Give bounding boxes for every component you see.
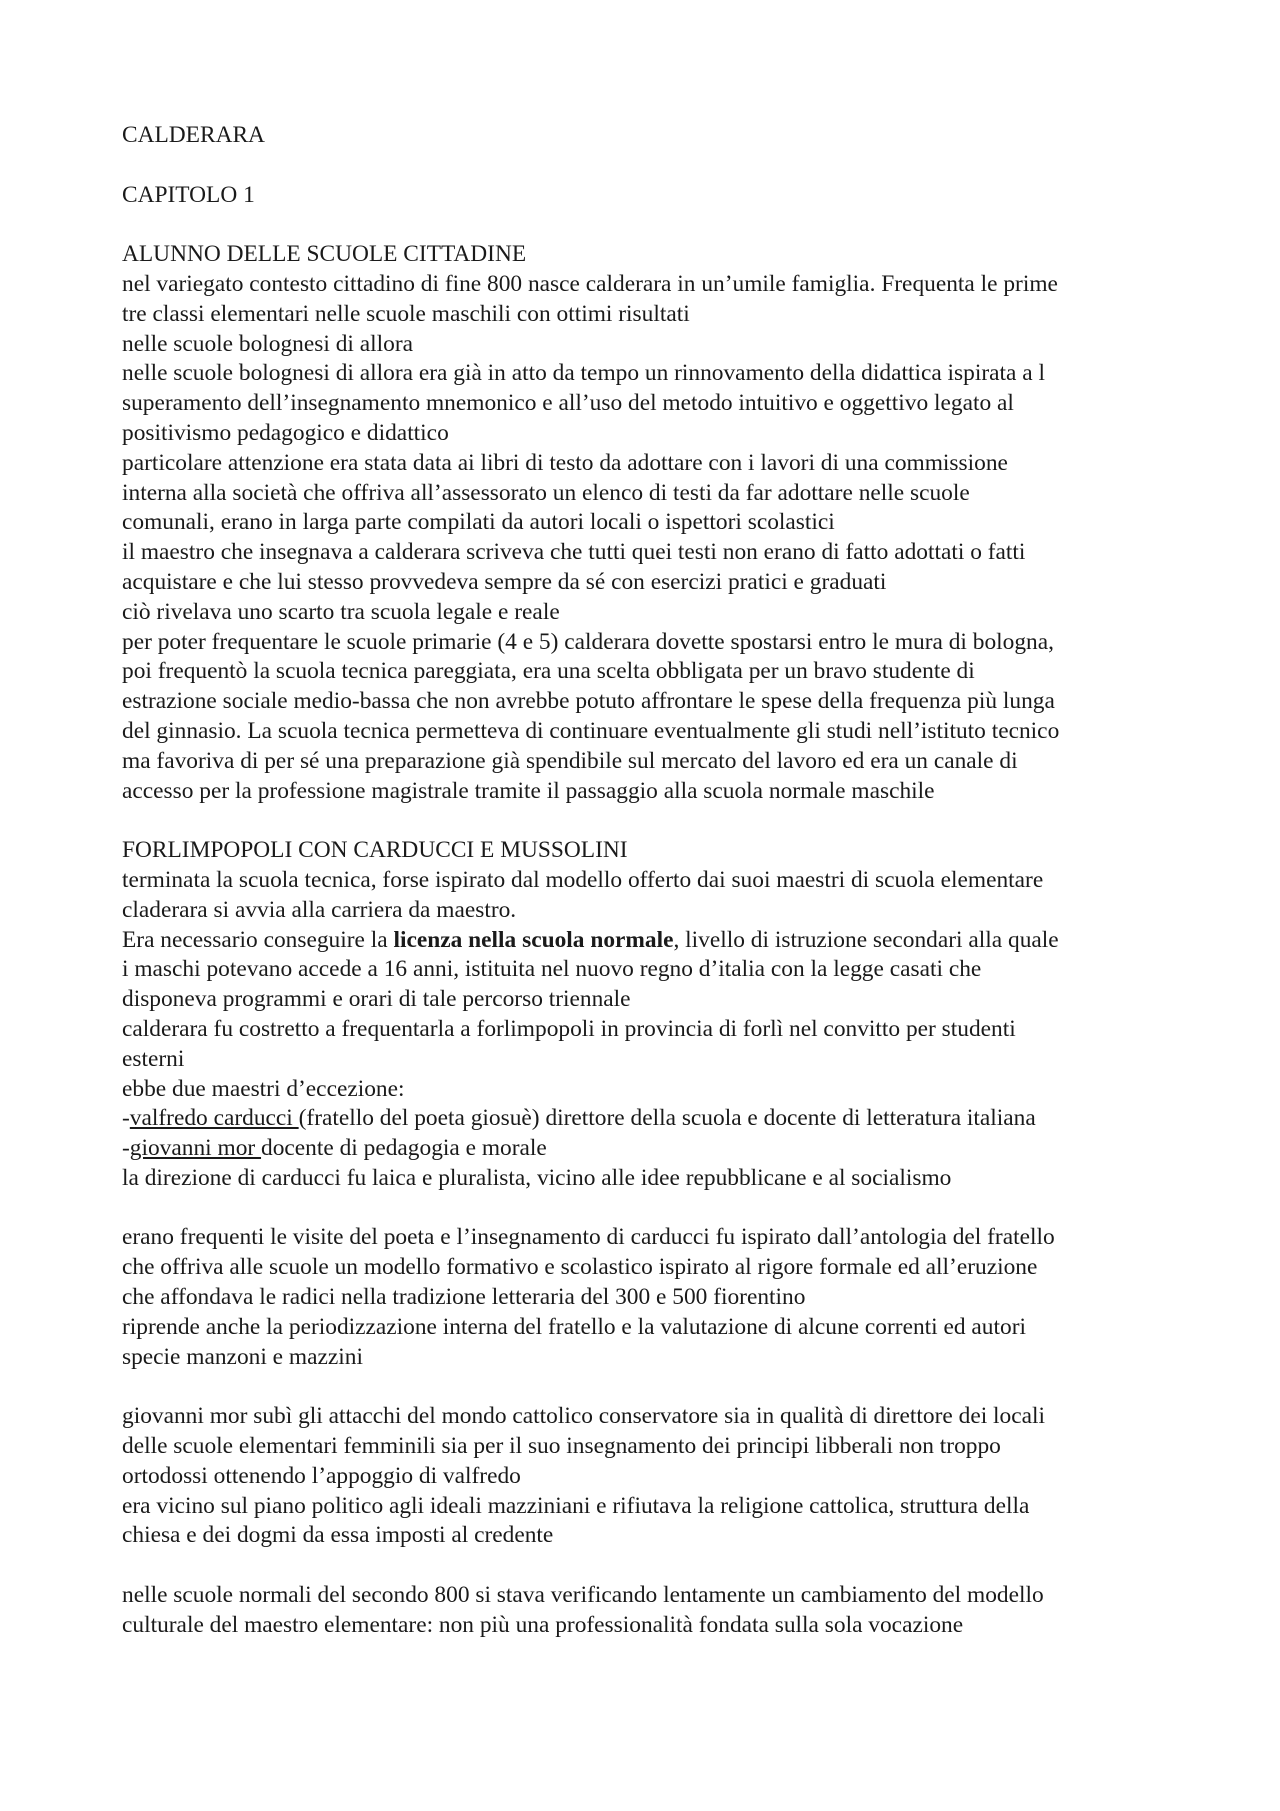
- text-line: claderara si avvia alla carriera da maestro.: [122, 896, 517, 923]
- text-line: nel variegato contesto cittadino di fine 800 nasce calderara in un’umile famiglia. Frequenta le prime: [122, 270, 1058, 297]
- teacher-item: [122, 1134, 1182, 1164]
- text-line: nelle scuole bolognesi di allora era già in atto da tempo un rinnovamento della didattica ispirata a l: [122, 360, 1045, 387]
- text-line: che offriva alle scuole un modello formativo e scolastico ispirato al rigore formale ed all’eruzione: [122, 1254, 1038, 1281]
- spacer: [122, 151, 1182, 181]
- text-line: per poter frequentare le scuole primarie (4 e 5) calderara dovette spostarsi entro le mura di bologna,: [122, 628, 1054, 655]
- text-line: del ginnasio. La scuola tecnica permetteva di continuare eventualmente gli studi nell’istituto tecnico: [122, 717, 1060, 744]
- text-line: nelle scuole bolognesi di allora: [122, 330, 414, 357]
- list-dash: -: [122, 1105, 130, 1132]
- text-line: terminata la scuola tecnica, forse ispirato dal modello offerto dai suoi maestri di scuola elementare: [122, 866, 1044, 893]
- text-line: riprende anche la periodizzazione interna del fratello e la valutazione di alcune correnti ed autori: [122, 1313, 1026, 1340]
- text-line: positivismo pedagogico e didattico: [122, 419, 449, 446]
- text-line: comunali, erano in larga parte compilati da autori locali o ispettori scolastici: [122, 509, 835, 536]
- text-line: calderara fu costretto a frequentarla a forlimpopoli in provincia di forlì nel convitto per studenti: [122, 1015, 1016, 1042]
- document-title: CALDERARA: [122, 122, 265, 148]
- text-line: che affondava le radici nella tradizione letteraria del 300 e 500 fiorentino: [122, 1284, 806, 1311]
- text-line: tre classi elementari nelle scuole maschili con ottimi risultati: [122, 300, 690, 327]
- text-line: esterni: [122, 1045, 185, 1072]
- text-line: il maestro che insegnava a calderara scriveva che tutti quei testi non erano di fatto adottati o fatti: [122, 539, 1026, 566]
- chapter-heading: CAPITOLO 1: [122, 181, 255, 208]
- text-run: docente di pedagogia e morale: [261, 1135, 547, 1162]
- text-line: ebbe due maestri d’eccezione:: [122, 1075, 405, 1102]
- text-run: , livello di istruzione secondari alla quale: [673, 926, 1059, 953]
- teacher-name-underlined: giovanni mor: [129, 1135, 262, 1162]
- spacer: [122, 806, 1182, 836]
- text-line: ciò rivelava uno scarto tra scuola legale e reale: [122, 598, 560, 625]
- document-page: [122, 121, 1182, 1641]
- text-line: particolare attenzione era stata data ai libri di testo da adottare con i lavori di una commissione: [122, 449, 1008, 476]
- text-line: ma favoriva di per sé una preparazione già spendibile sul mercato del lavoro ed era un canale di: [122, 747, 1018, 774]
- text-line: la direzione di carducci fu laica e pluralista, vicino alle idee repubblicane e al socialismo: [122, 1164, 952, 1191]
- text-line: accesso per la professione magistrale tramite il passaggio alla scuola normale maschile: [122, 777, 935, 804]
- text-line: acquistare e che lui stesso provvedeva sempre da sé con esercizi pratici e graduati: [122, 568, 887, 595]
- text-run: (fratello del poeta giosuè) direttore della scuola e docente di letteratura italiana: [298, 1105, 1036, 1132]
- text-line: superamento dell’insegnamento mnemonico e all’uso del metodo intuitivo e oggettivo legato al: [122, 390, 1014, 417]
- spacer: [122, 1551, 1182, 1581]
- text-line: specie manzoni e mazzini: [122, 1343, 363, 1370]
- text-run: Era necessario conseguire la: [122, 926, 394, 953]
- section-heading: ALUNNO DELLE SCUOLE CITTADINE: [122, 241, 527, 268]
- text-line: disponeva programmi e orari di tale percorso triennale: [122, 986, 631, 1013]
- text-line: estrazione sociale medio-bassa che non avrebbe potuto affrontare le spese della frequenza più lunga: [122, 688, 1055, 715]
- text-line: nelle scuole normali del secondo 800 si stava verificando lentamente un cambiamento del modello: [122, 1582, 1044, 1609]
- spacer: [122, 210, 1182, 240]
- text-line: delle scuole elementari femminili sia per il suo insegnamento dei principi libberali non troppo: [122, 1433, 1001, 1460]
- spacer: [122, 1372, 1182, 1402]
- teacher-name-underlined: valfredo carducci: [129, 1105, 299, 1132]
- text-line: era vicino sul piano politico agli ideali mazziniani e rifiutava la religione cattolica, struttura della: [122, 1492, 1030, 1519]
- text-line: culturale del maestro elementare: non più una professionalità fondata sulla sola vocazione: [122, 1611, 964, 1638]
- text-line-licenza: [122, 926, 1182, 956]
- spacer: [122, 1194, 1182, 1224]
- text-line: poi frequentò la scuola tecnica pareggiata, era una scelta obbligata per un bravo studente di: [122, 658, 975, 685]
- teacher-item: [122, 1104, 1182, 1134]
- text-line: i maschi potevano accede a 16 anni, istituita nel nuovo regno d’italia con la legge casati che: [122, 956, 982, 983]
- text-line: ortodossi ottenendo l’appoggio di valfredo: [122, 1462, 521, 1489]
- text-line: chiesa e dei dogmi da essa imposti al credente: [122, 1522, 554, 1549]
- list-dash: -: [122, 1135, 130, 1162]
- bold-term: licenza nella scuola normale: [393, 926, 674, 953]
- text-line: erano frequenti le visite del poeta e l’insegnamento di carducci fu ispirato dall’antologia del fratello: [122, 1224, 1055, 1251]
- text-line: giovanni mor subì gli attacchi del mondo cattolico conservatore sia in qualità di direttore dei locali: [122, 1403, 1046, 1430]
- text-line: interna alla società che offriva all’assessorato un elenco di testi da far adottare nelle scuole: [122, 479, 970, 506]
- section-heading: FORLIMPOPOLI CON CARDUCCI E MUSSOLINI: [122, 837, 628, 864]
